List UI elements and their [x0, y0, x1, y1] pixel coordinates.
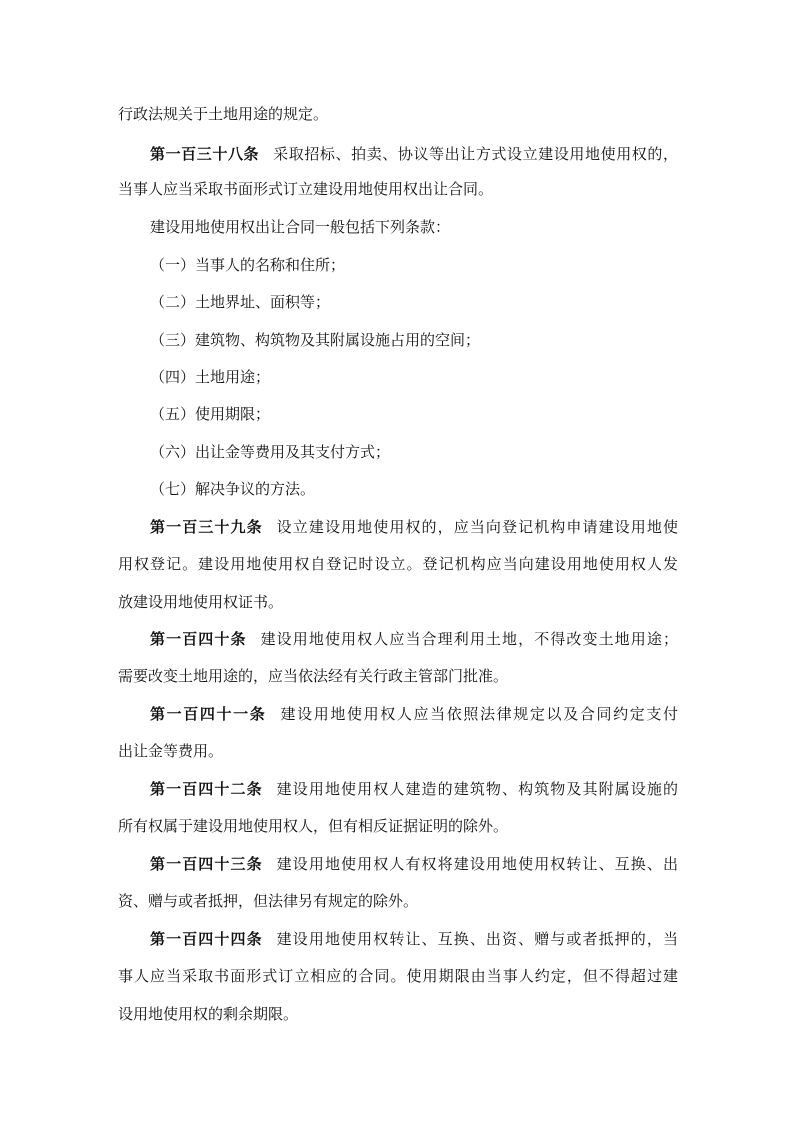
article-number: 第一百四十条: [150, 630, 247, 648]
article-142-line-2: 所有权属于建设用地使用权人，但有相反证据证明的除外。: [118, 817, 509, 835]
article-142-line-1: [150, 778, 678, 800]
list-item-7: （七）解决争议的方法。: [150, 480, 316, 498]
list-item-6: （六）出让金等费用及其支付方式；: [150, 443, 391, 461]
article-138-line-1: [150, 143, 678, 165]
article-number: 第一百三十八条: [150, 145, 260, 163]
article-text: 设立建设用地使用权的，应当向登记机构申请建设用地使: [276, 518, 678, 536]
article-138-line-2: 当事人应当采取书面形式订立建设用地使用权出让合同。: [118, 180, 494, 198]
article-number: 第一百四十一条: [150, 705, 267, 723]
list-item-2: （二）土地界址、面积等；: [150, 293, 331, 311]
article-144-line-3: 设用地使用权的剩余期限。: [118, 1005, 299, 1023]
article-text: 建设用地使用权转让、互换、出资、赠与或者抵押的，当: [276, 930, 678, 948]
article-140-line-1: [150, 628, 678, 650]
list-item-1: （一）当事人的名称和住所；: [150, 256, 346, 274]
article-143-line-1: [150, 853, 678, 875]
article-text: 建设用地使用权人应当合理利用土地，不得改变土地用途；: [260, 630, 678, 648]
article-number: 第一百三十九条: [150, 518, 263, 536]
clause-intro: 建设用地使用权出让合同一般包括下列条款：: [150, 218, 451, 236]
article-139-line-2: 用权登记。建设用地使用权自登记时设立。登记机构应当向建设用地使用权人发: [118, 555, 678, 573]
list-item-3: （三）建筑物、构筑物及其附属设施占用的空间；: [150, 331, 481, 349]
article-text: 建设用地使用权人应当依照法律规定以及合同约定支付: [280, 705, 678, 723]
article-number: 第一百四十三条: [150, 855, 263, 873]
article-141-line-2: 出让金等费用。: [118, 742, 224, 760]
article-144-line-1: [150, 928, 678, 950]
article-139-line-3: 放建设用地使用权证书。: [118, 593, 284, 611]
list-item-5: （五）使用期限；: [150, 405, 271, 423]
article-140-line-2: 需要改变土地用途的，应当依法经有关行政主管部门批准。: [118, 667, 509, 685]
article-number: 第一百四十四条: [150, 930, 263, 948]
article-144-line-2: 事人应当采取书面形式订立相应的合同。使用期限由当事人约定，但不得超过建: [118, 967, 678, 985]
paragraph-line: 行政法规关于土地用途的规定。: [118, 105, 329, 123]
article-text: 采取招标、拍卖、协议等出让方式设立建设用地使用权的，: [273, 145, 678, 163]
article-text: 建设用地使用权人有权将建设用地使用权转让、互换、出: [276, 855, 678, 873]
article-139-line-1: [150, 516, 678, 538]
article-143-line-2: 资、赠与或者抵押，但法律另有规定的除外。: [118, 892, 419, 910]
article-141-line-1: [150, 703, 678, 725]
article-text: 建设用地使用权人建造的建筑物、构筑物及其附属设施的: [276, 780, 678, 798]
list-item-4: （四）土地用途；: [150, 368, 271, 386]
article-number: 第一百四十二条: [150, 780, 263, 798]
